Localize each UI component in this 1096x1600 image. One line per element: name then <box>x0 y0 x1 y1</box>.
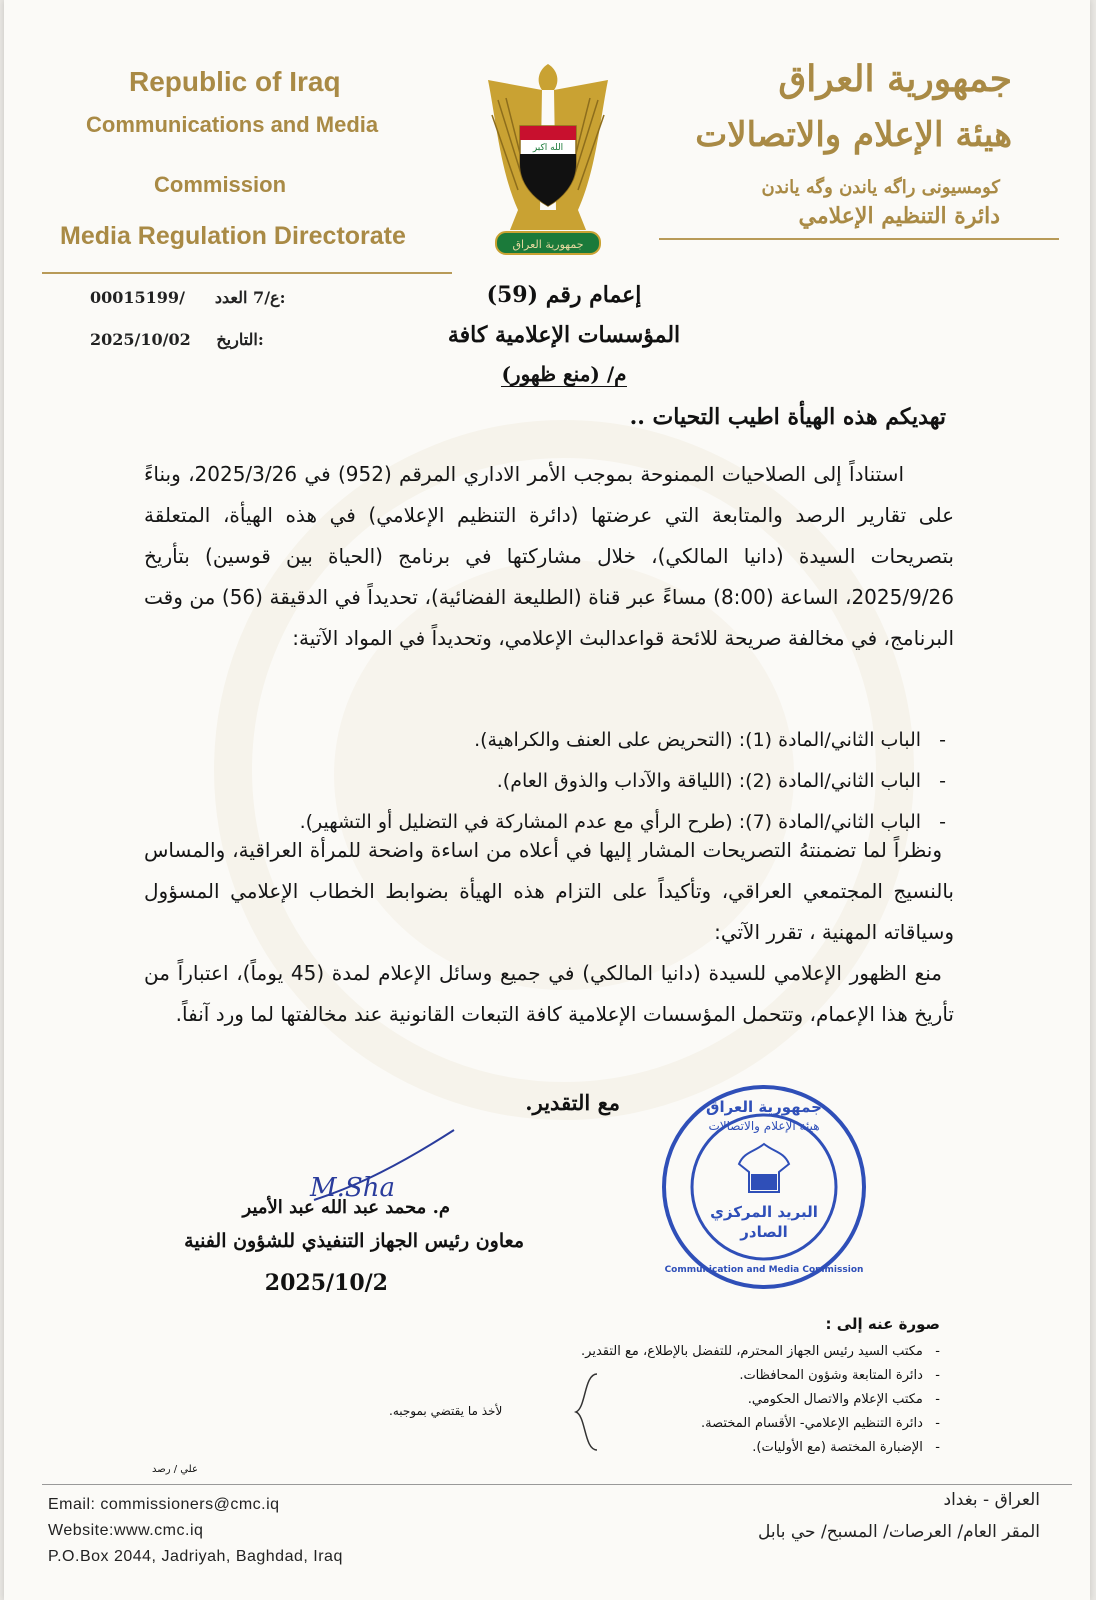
list-item: - دائرة المتابعة وشؤون المحافظات. <box>440 1364 940 1388</box>
signatory-name: م. محمد عبد الله عبد الأمير <box>242 1197 450 1218</box>
circular-number: إعمام رقم (59) <box>486 282 642 308</box>
reference-date-value: 2025/10/02 <box>90 330 191 349</box>
header-ar-directorate: دائرة التنظيم الإعلامي <box>798 203 1000 229</box>
signature-text: M.Sha <box>310 1173 395 1203</box>
violations-list <box>246 720 946 843</box>
emblem-motto: الله اكبر <box>532 143 564 153</box>
brace-icon <box>572 1372 602 1452</box>
reference-date-label: التاريخ: <box>216 330 264 349</box>
list-item: - الباب الثاني/المادة (7): (طرح الرأي مع عدم المشاركة في التضليل أو التشهير). <box>246 802 946 843</box>
copies-action-note: لأخذ ما يقتضي بموجبه. <box>389 1404 503 1418</box>
header-rule-right <box>659 238 1059 240</box>
stamp-bottom-text: Communication and Media Commission <box>664 1265 864 1275</box>
footer-po-box: P.O.Box 2044, Jadriyah, Baghdad, Iraq <box>48 1548 343 1565</box>
greeting: تهديكم هذه الهيأة اطيب التحيات .. <box>629 404 946 430</box>
list-item: - دائرة التنظيم الإعلامي- الأقسام المختصة. <box>440 1412 940 1436</box>
footer-ar-city: العراق - بغداد <box>943 1490 1040 1510</box>
circular-recipients: المؤسسات الإعلامية كافة <box>447 322 681 348</box>
stamp-center-line2: الصادر <box>740 1223 788 1241</box>
stamp-ring-text: هيئة الإعلام والاتصالات <box>708 1119 820 1133</box>
document-page <box>4 0 1090 1600</box>
header-ar-commission: هيئة الإعلام والاتصالات <box>695 115 1012 155</box>
footer-email: Email: commissioners@cmc.iq <box>48 1496 280 1513</box>
circular-subject <box>434 362 694 386</box>
footer-ar-address: المقر العام/ العرصات/ المسبح/ حي بابل <box>757 1522 1040 1542</box>
list-item: - الباب الثاني/المادة (1): (التحريض على العنف والكراهية). <box>246 720 946 761</box>
paragraph-reasoning: ونظراً لما تضمنتهُ التصريحات المشار إليها في أعلاه من اساءة واضحة للمرأة العراقية، والمساس بالنسيج المجتمعي العراقي، وتأكيداً على التزام هذه الهيأة بضوابط الخطاب الإعلامي المسؤول وسياقاته المهنية ، تقرر الآتي: <box>144 838 954 944</box>
reference-date <box>90 330 264 349</box>
stamp-top-text: جمهورية العراق <box>706 1098 822 1116</box>
circular-subject-text: م/ (منع ظهور) <box>501 362 627 386</box>
footer-website: Website:www.cmc.iq <box>48 1522 204 1539</box>
footer-rule <box>42 1484 1072 1485</box>
emblem-label: جمهورية العراق <box>512 238 584 251</box>
reference-number <box>90 288 285 307</box>
typist-initials: علي / رصد <box>152 1464 198 1475</box>
header-ar-country: جمهورية العراق <box>778 58 1012 100</box>
closing-regards: مع التقدير. <box>525 1090 620 1115</box>
iraq-eagle-emblem-icon <box>478 60 618 270</box>
header-kurdish-commission: كومسيونى راگه ياندن وگه ياندن <box>761 177 1000 198</box>
copies-heading: صورة عنه إلى : <box>825 1315 940 1333</box>
header-en-country: Republic of Iraq <box>129 66 341 97</box>
official-stamp <box>659 1082 869 1292</box>
paragraph-basis: استناداً إلى الصلاحيات الممنوحة بموجب الأمر الاداري المرقم (952) في 2025/3/26، وبناءً على تقارير الرصد والمتابعة التي عرضتها (دائرة التنظيم الإعلامي) في هذه الهيأة، المتعلقة بتصريحات السيدة (دانيا المالكي)، خلال مشاركتها في برنامج (الحياة بين قوسين) بتأريخ 2025/9/26، الساعة (8:00) مساءً عبر قناة (الطليعة الفضائية)، تحديداً في الدقيقة (56) من وقت البرنامج، في مخالفة صريحة للائحة قواعدالبث الإعلامي، وتحديداً في المواد الآتية: <box>144 462 955 650</box>
header-en-directorate: Media Regulation Directorate <box>60 222 406 250</box>
signatory-title: معاون رئيس الجهاز التنفيذي للشؤون الفنية <box>184 1230 524 1252</box>
stamp-center-line1: البريد المركزي <box>710 1203 818 1221</box>
header-en-commission-2: Commission <box>154 172 287 197</box>
copies-list <box>440 1340 940 1460</box>
list-item: - مكتب الإعلام والاتصال الحكومي. <box>440 1388 940 1412</box>
signature-date: 2025/10/2 <box>264 1270 388 1296</box>
paragraph-decision: منع الظهور الإعلامي للسيدة (دانيا المالكي) في جميع وسائل الإعلام لمدة (45 يوماً)، اعتباراً من تأريخ هذا الإعمام، وتتحمل المؤسسات الإعلامية كافة التبعات القانونية عند مخالفتها لما ورد آنفاً. <box>144 961 954 1026</box>
reference-number-label: العدد: <box>214 288 286 307</box>
list-item: - مكتب السيد رئيس الجهاز المحترم، للتفضل بالإطلاع، مع التقدير. <box>440 1340 940 1364</box>
reference-number-value: 00015199/ع/7 <box>90 288 280 307</box>
header-en-commission: Communications and Media <box>86 112 379 137</box>
list-item: - الباب الثاني/المادة (2): (اللياقة والآداب والذوق العام). <box>246 761 946 802</box>
list-item: - الإضبارة المختصة (مع الأوليات). <box>440 1436 940 1460</box>
header-rule-left <box>42 272 452 274</box>
